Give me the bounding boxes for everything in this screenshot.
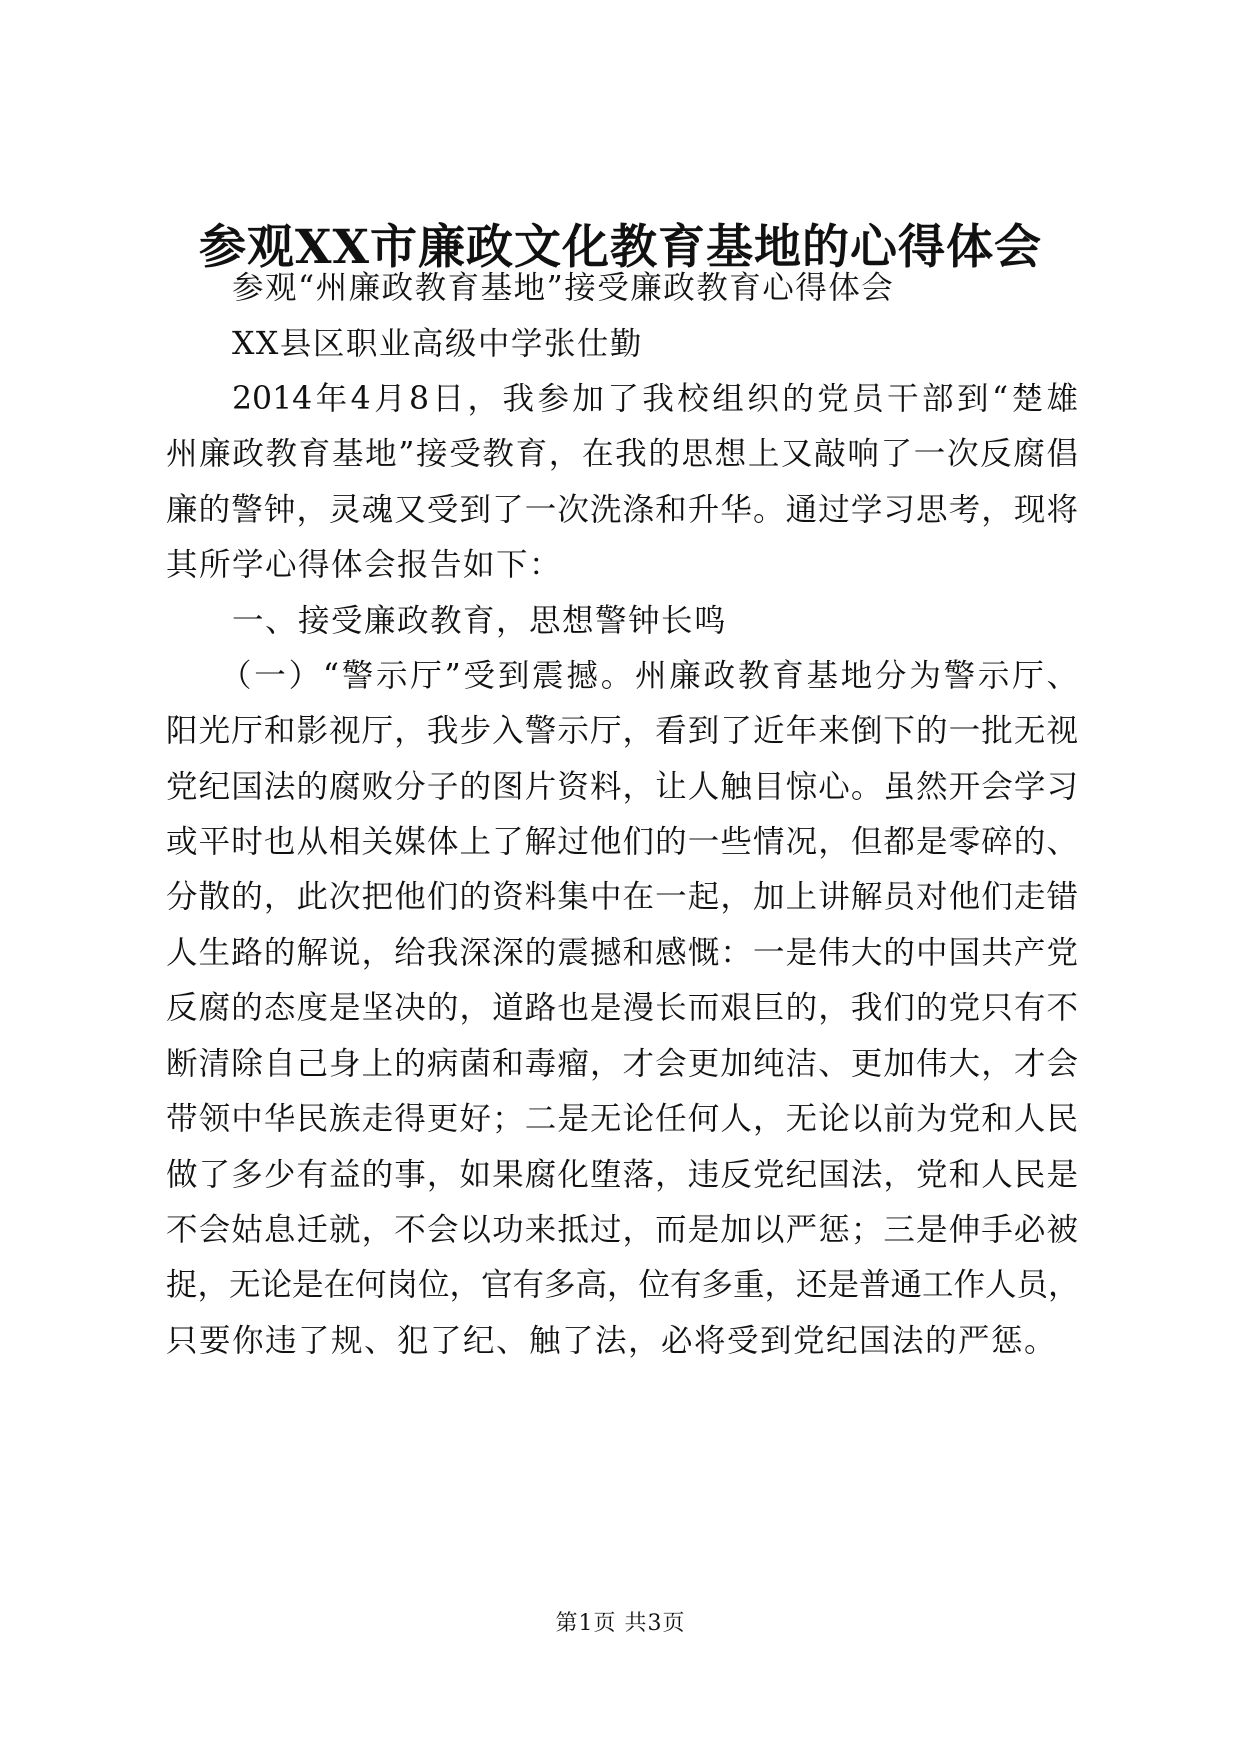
paragraph-line: 州廉政教育基地”接受教育，在我的思想上又敲响了一次反腐倡 xyxy=(166,436,1078,472)
paragraph-line: 断清除自己身上的病菌和毒瘤，才会更加纯洁、更加伟大，才会 xyxy=(166,1046,1078,1082)
paragraph-line: 只要你违了规、犯了纪、触了法，必将受到党纪国法的严惩。 xyxy=(166,1323,1058,1359)
paragraph-line: 捉，无论是在何岗位，官有多高，位有多重，还是普通工作人员， xyxy=(166,1267,1080,1303)
paragraph-line: （一）“警示厅”受到震撼。州廉政教育基地分为警示厅、 xyxy=(220,658,1078,694)
page-footer: 第1页 共3页 xyxy=(555,1611,686,1636)
paragraph-line: 带领中华民族走得更好；二是无论任何人，无论以前为党和人民 xyxy=(166,1101,1078,1137)
paragraph-line: 2014年4月8日，我参加了我校组织的党员干部到“楚雄 xyxy=(232,381,1078,417)
paragraph-line: 做了多少有益的事，如果腐化堕落，违反党纪国法，党和人民是 xyxy=(166,1157,1078,1193)
paragraph-line: 分散的，此次把他们的资料集中在一起，加上讲解员对他们走错 xyxy=(166,879,1078,915)
paragraph-line: 不会姑息迁就，不会以功来抵过，而是加以严惩；三是伸手必被 xyxy=(166,1212,1078,1248)
document-title: 参观XX市廉政文化教育基地的心得体会 xyxy=(199,220,1042,275)
section-heading: 一、接受廉政教育，思想警钟长鸣 xyxy=(232,603,728,639)
paragraph-line: 党纪国法的腐败分子的图片资料，让人触目惊心。虽然开会学习 xyxy=(166,769,1078,805)
paragraph-line: 廉的警钟，灵魂又受到了一次洗涤和升华。通过学习思考，现将 xyxy=(166,492,1078,528)
paragraph-line: 其所学心得体会报告如下： xyxy=(166,547,563,583)
paragraph-line: 阳光厅和影视厅，我步入警示厅，看到了近年来倒下的一批无视 xyxy=(166,713,1078,749)
paragraph-line: 人生路的解说，给我深深的震撼和感慨：一是伟大的中国共产党 xyxy=(166,935,1078,971)
document-subtitle: 参观“州廉政教育基地”接受廉政教育心得体会 xyxy=(232,270,895,306)
paragraph-line: 反腐的态度是坚决的，道路也是漫长而艰巨的，我们的党只有不 xyxy=(166,990,1078,1026)
paragraph-line: 或平时也从相关媒体上了解过他们的一些情况，但都是零碎的、 xyxy=(166,824,1078,860)
author-line: XX县区职业高级中学张仕勤 xyxy=(232,326,643,362)
